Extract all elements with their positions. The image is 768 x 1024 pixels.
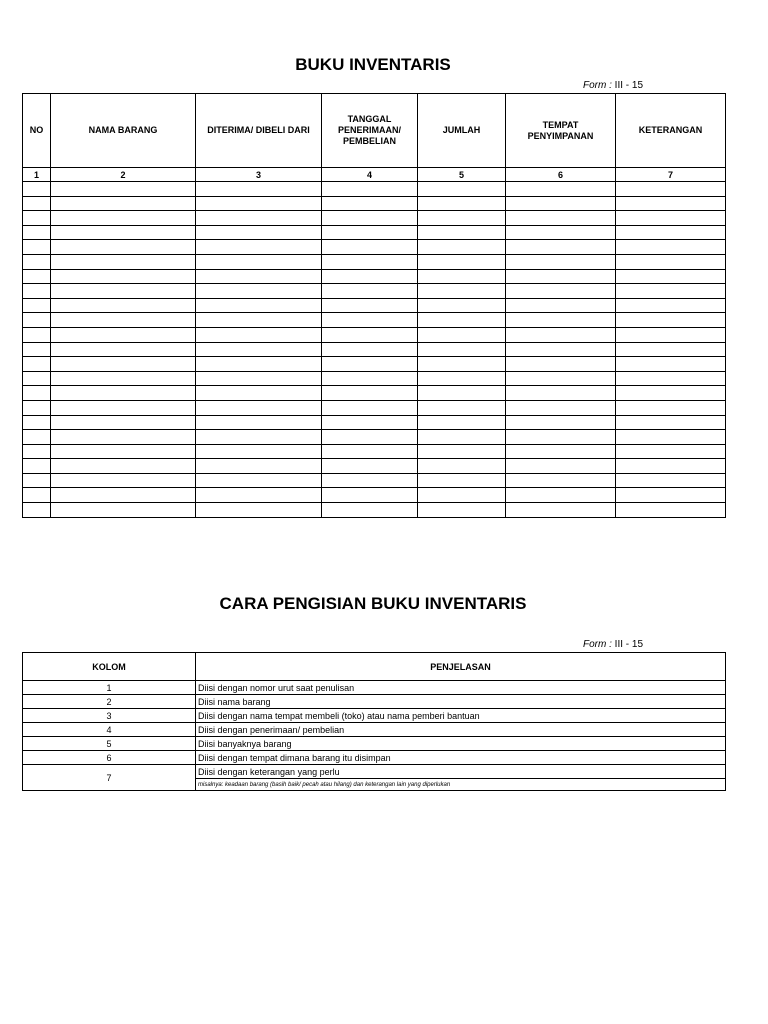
empty-cell <box>418 430 506 445</box>
empty-cell <box>506 503 616 518</box>
empty-cell <box>322 313 418 328</box>
penjelasan-cell: Diisi dengan keterangan yang perlu <box>196 765 726 779</box>
empty-cell <box>23 357 51 372</box>
empty-cell <box>616 254 726 269</box>
empty-cell <box>322 211 418 226</box>
empty-cell <box>23 254 51 269</box>
header-diterima-dibeli-dari: DITERIMA/ DIBELI DARI <box>196 94 322 168</box>
table-row <box>23 751 726 765</box>
empty-cell <box>418 327 506 342</box>
penjelasan-note: misalnya: keadaan barang (basih baik/ pecah atau hilang) dan keterangan lain yang diperlukan <box>196 779 726 791</box>
guide-title: CARA PENGISIAN BUKU INVENTARIS <box>219 594 527 613</box>
table-row <box>23 737 726 751</box>
table-row <box>23 681 726 695</box>
empty-cell <box>418 298 506 313</box>
empty-cell <box>322 342 418 357</box>
empty-cell <box>322 284 418 299</box>
empty-cell <box>418 400 506 415</box>
empty-cell <box>616 298 726 313</box>
empty-cell <box>196 298 322 313</box>
empty-cell <box>616 182 726 197</box>
empty-cell <box>196 342 322 357</box>
empty-cell <box>23 327 51 342</box>
empty-cell <box>616 473 726 488</box>
empty-cell <box>51 503 196 518</box>
empty-cell <box>51 298 196 313</box>
empty-cell <box>23 313 51 328</box>
table-row <box>23 709 726 723</box>
empty-cell <box>616 240 726 255</box>
empty-cell <box>51 371 196 386</box>
empty-cell <box>23 211 51 226</box>
form-label: Form : <box>583 80 612 91</box>
empty-cell <box>418 371 506 386</box>
empty-cell <box>418 415 506 430</box>
table-row <box>23 386 726 401</box>
empty-cell <box>506 444 616 459</box>
column-number: 7 <box>616 168 726 182</box>
empty-cell <box>616 503 726 518</box>
empty-cell <box>23 430 51 445</box>
empty-cell <box>51 459 196 474</box>
table-row <box>23 284 726 299</box>
empty-cell <box>506 284 616 299</box>
empty-cell <box>616 196 726 211</box>
empty-cell <box>196 269 322 284</box>
table-row <box>23 415 726 430</box>
table-row <box>23 371 726 386</box>
empty-cell <box>418 444 506 459</box>
empty-cell <box>322 386 418 401</box>
form-number: III - 15 <box>614 80 644 91</box>
column-number: 6 <box>506 168 616 182</box>
empty-cell <box>616 371 726 386</box>
table-row <box>23 444 726 459</box>
empty-cell <box>506 211 616 226</box>
table-row <box>23 298 726 313</box>
penjelasan-cell: Diisi nama barang <box>196 695 726 709</box>
empty-cell <box>616 211 726 226</box>
empty-cell <box>418 196 506 211</box>
empty-cell <box>196 182 322 197</box>
kolom-cell: 6 <box>23 751 196 765</box>
empty-cell <box>418 488 506 503</box>
empty-cell <box>506 225 616 240</box>
empty-cell <box>23 240 51 255</box>
kolom-cell: 5 <box>23 737 196 751</box>
kolom-cell: 1 <box>23 681 196 695</box>
table-row <box>23 182 726 197</box>
header-jumlah: JUMLAH <box>418 94 506 168</box>
empty-cell <box>196 196 322 211</box>
empty-cell <box>51 386 196 401</box>
empty-cell <box>616 284 726 299</box>
empty-cell <box>418 503 506 518</box>
empty-cell <box>616 269 726 284</box>
guide-table <box>22 652 726 791</box>
empty-cell <box>506 473 616 488</box>
empty-cell <box>196 430 322 445</box>
column-number: 4 <box>322 168 418 182</box>
table-row <box>23 400 726 415</box>
empty-cell <box>506 488 616 503</box>
empty-cell <box>506 240 616 255</box>
empty-cell <box>196 400 322 415</box>
column-number: 5 <box>418 168 506 182</box>
empty-cell <box>616 415 726 430</box>
header-penjelasan: PENJELASAN <box>196 653 726 681</box>
empty-cell <box>196 488 322 503</box>
empty-cell <box>23 284 51 299</box>
empty-cell <box>196 284 322 299</box>
page-title: BUKU INVENTARIS <box>295 55 451 74</box>
empty-cell <box>196 211 322 226</box>
empty-cell <box>322 371 418 386</box>
empty-cell <box>616 459 726 474</box>
empty-cell <box>616 313 726 328</box>
empty-cell <box>23 342 51 357</box>
empty-cell <box>23 269 51 284</box>
empty-cell <box>506 386 616 401</box>
header-no: NO <box>23 94 51 168</box>
empty-cell <box>23 400 51 415</box>
empty-cell <box>616 386 726 401</box>
column-number: 1 <box>23 168 51 182</box>
empty-cell <box>418 459 506 474</box>
empty-cell <box>23 298 51 313</box>
table-row <box>23 473 726 488</box>
table-row <box>23 430 726 445</box>
empty-cell <box>506 430 616 445</box>
kolom-cell: 3 <box>23 709 196 723</box>
empty-cell <box>51 269 196 284</box>
empty-cell <box>196 313 322 328</box>
empty-cell <box>418 342 506 357</box>
guide-form-reference <box>583 639 643 650</box>
empty-cell <box>196 415 322 430</box>
empty-cell <box>506 342 616 357</box>
empty-cell <box>23 386 51 401</box>
empty-cell <box>51 254 196 269</box>
empty-cell <box>51 444 196 459</box>
empty-cell <box>322 269 418 284</box>
empty-cell <box>51 327 196 342</box>
empty-cell <box>196 459 322 474</box>
table-row <box>23 196 726 211</box>
table-row <box>23 313 726 328</box>
empty-cell <box>418 313 506 328</box>
empty-cell <box>322 400 418 415</box>
empty-cell <box>418 240 506 255</box>
empty-cell <box>196 327 322 342</box>
empty-cell <box>506 357 616 372</box>
penjelasan-cell: Diisi dengan tempat dimana barang itu disimpan <box>196 751 726 765</box>
header-tanggal-penerimaan: TANGGAL PENERIMAAN/ PEMBELIAN <box>322 94 418 168</box>
kolom-cell: 2 <box>23 695 196 709</box>
kolom-cell: 7 <box>23 765 196 791</box>
inventory-table <box>22 93 726 518</box>
empty-cell <box>616 444 726 459</box>
empty-cell <box>322 357 418 372</box>
kolom-cell: 4 <box>23 723 196 737</box>
guide-header-row <box>23 653 726 681</box>
empty-cell <box>51 240 196 255</box>
table-row <box>23 459 726 474</box>
empty-cell <box>418 182 506 197</box>
empty-cell <box>322 430 418 445</box>
empty-cell <box>616 488 726 503</box>
empty-cell <box>616 430 726 445</box>
column-number: 3 <box>196 168 322 182</box>
empty-cell <box>196 225 322 240</box>
empty-cell <box>196 386 322 401</box>
empty-cell <box>51 225 196 240</box>
empty-cell <box>418 225 506 240</box>
empty-cell <box>322 444 418 459</box>
table-row <box>23 488 726 503</box>
empty-cell <box>23 473 51 488</box>
table-row <box>23 254 726 269</box>
empty-cell <box>418 473 506 488</box>
empty-cell <box>322 473 418 488</box>
empty-cell <box>322 488 418 503</box>
column-number: 2 <box>51 168 196 182</box>
table-row <box>23 695 726 709</box>
form-number: III - 15 <box>614 639 644 650</box>
empty-cell <box>506 371 616 386</box>
table-row <box>23 327 726 342</box>
table-row <box>23 211 726 226</box>
empty-cell <box>506 415 616 430</box>
empty-cell <box>506 313 616 328</box>
empty-cell <box>23 371 51 386</box>
empty-cell <box>322 182 418 197</box>
empty-cell <box>322 254 418 269</box>
empty-cell <box>23 503 51 518</box>
table-row <box>23 503 726 518</box>
empty-cell <box>616 327 726 342</box>
empty-cell <box>51 473 196 488</box>
empty-cell <box>51 400 196 415</box>
empty-cell <box>23 444 51 459</box>
empty-cell <box>51 196 196 211</box>
table-row <box>23 357 726 372</box>
empty-cell <box>506 254 616 269</box>
empty-cell <box>418 284 506 299</box>
empty-cell <box>616 342 726 357</box>
empty-cell <box>51 430 196 445</box>
empty-cell <box>322 196 418 211</box>
header-keterangan: KETERANGAN <box>616 94 726 168</box>
empty-cell <box>51 488 196 503</box>
empty-cell <box>322 459 418 474</box>
empty-cell <box>196 444 322 459</box>
empty-cell <box>51 313 196 328</box>
empty-cell <box>322 240 418 255</box>
empty-cell <box>322 225 418 240</box>
empty-cell <box>23 488 51 503</box>
table-row <box>23 225 726 240</box>
column-number-row <box>23 168 726 182</box>
empty-cell <box>23 225 51 240</box>
empty-cell <box>616 225 726 240</box>
empty-cell <box>506 327 616 342</box>
table-row <box>23 723 726 737</box>
penjelasan-cell: Diisi dengan nama tempat membeli (toko) atau nama pemberi bantuan <box>196 709 726 723</box>
empty-cell <box>418 254 506 269</box>
empty-cell <box>51 182 196 197</box>
empty-cell <box>506 298 616 313</box>
empty-cell <box>23 459 51 474</box>
inventory-header-row <box>23 94 726 168</box>
empty-cell <box>196 357 322 372</box>
penjelasan-cell: Diisi banyaknya barang <box>196 737 726 751</box>
empty-cell <box>418 357 506 372</box>
empty-cell <box>196 254 322 269</box>
empty-cell <box>616 357 726 372</box>
empty-cell <box>23 415 51 430</box>
table-row <box>23 269 726 284</box>
empty-cell <box>506 459 616 474</box>
form-reference <box>583 80 643 91</box>
empty-cell <box>23 196 51 211</box>
empty-cell <box>418 211 506 226</box>
empty-cell <box>51 342 196 357</box>
empty-cell <box>23 182 51 197</box>
empty-cell <box>322 503 418 518</box>
table-row <box>23 240 726 255</box>
empty-cell <box>506 196 616 211</box>
empty-cell <box>506 400 616 415</box>
table-row <box>23 342 726 357</box>
empty-cell <box>418 269 506 284</box>
empty-cell <box>51 211 196 226</box>
empty-cell <box>196 473 322 488</box>
penjelasan-cell: Diisi dengan penerimaan/ pembelian <box>196 723 726 737</box>
empty-cell <box>322 415 418 430</box>
empty-cell <box>51 284 196 299</box>
empty-cell <box>322 298 418 313</box>
empty-cell <box>506 269 616 284</box>
form-label: Form : <box>583 639 612 650</box>
empty-cell <box>506 182 616 197</box>
empty-cell <box>616 400 726 415</box>
header-tempat-penyimpanan: TEMPAT PENYIMPANAN <box>506 94 616 168</box>
empty-cell <box>196 240 322 255</box>
empty-cell <box>322 327 418 342</box>
empty-cell <box>196 371 322 386</box>
empty-cell <box>51 415 196 430</box>
table-row <box>23 765 726 779</box>
empty-cell <box>51 357 196 372</box>
header-kolom: KOLOM <box>23 653 196 681</box>
header-nama-barang: NAMA BARANG <box>51 94 196 168</box>
penjelasan-cell: Diisi dengan nomor urut saat penulisan <box>196 681 726 695</box>
empty-cell <box>196 503 322 518</box>
empty-cell <box>418 386 506 401</box>
